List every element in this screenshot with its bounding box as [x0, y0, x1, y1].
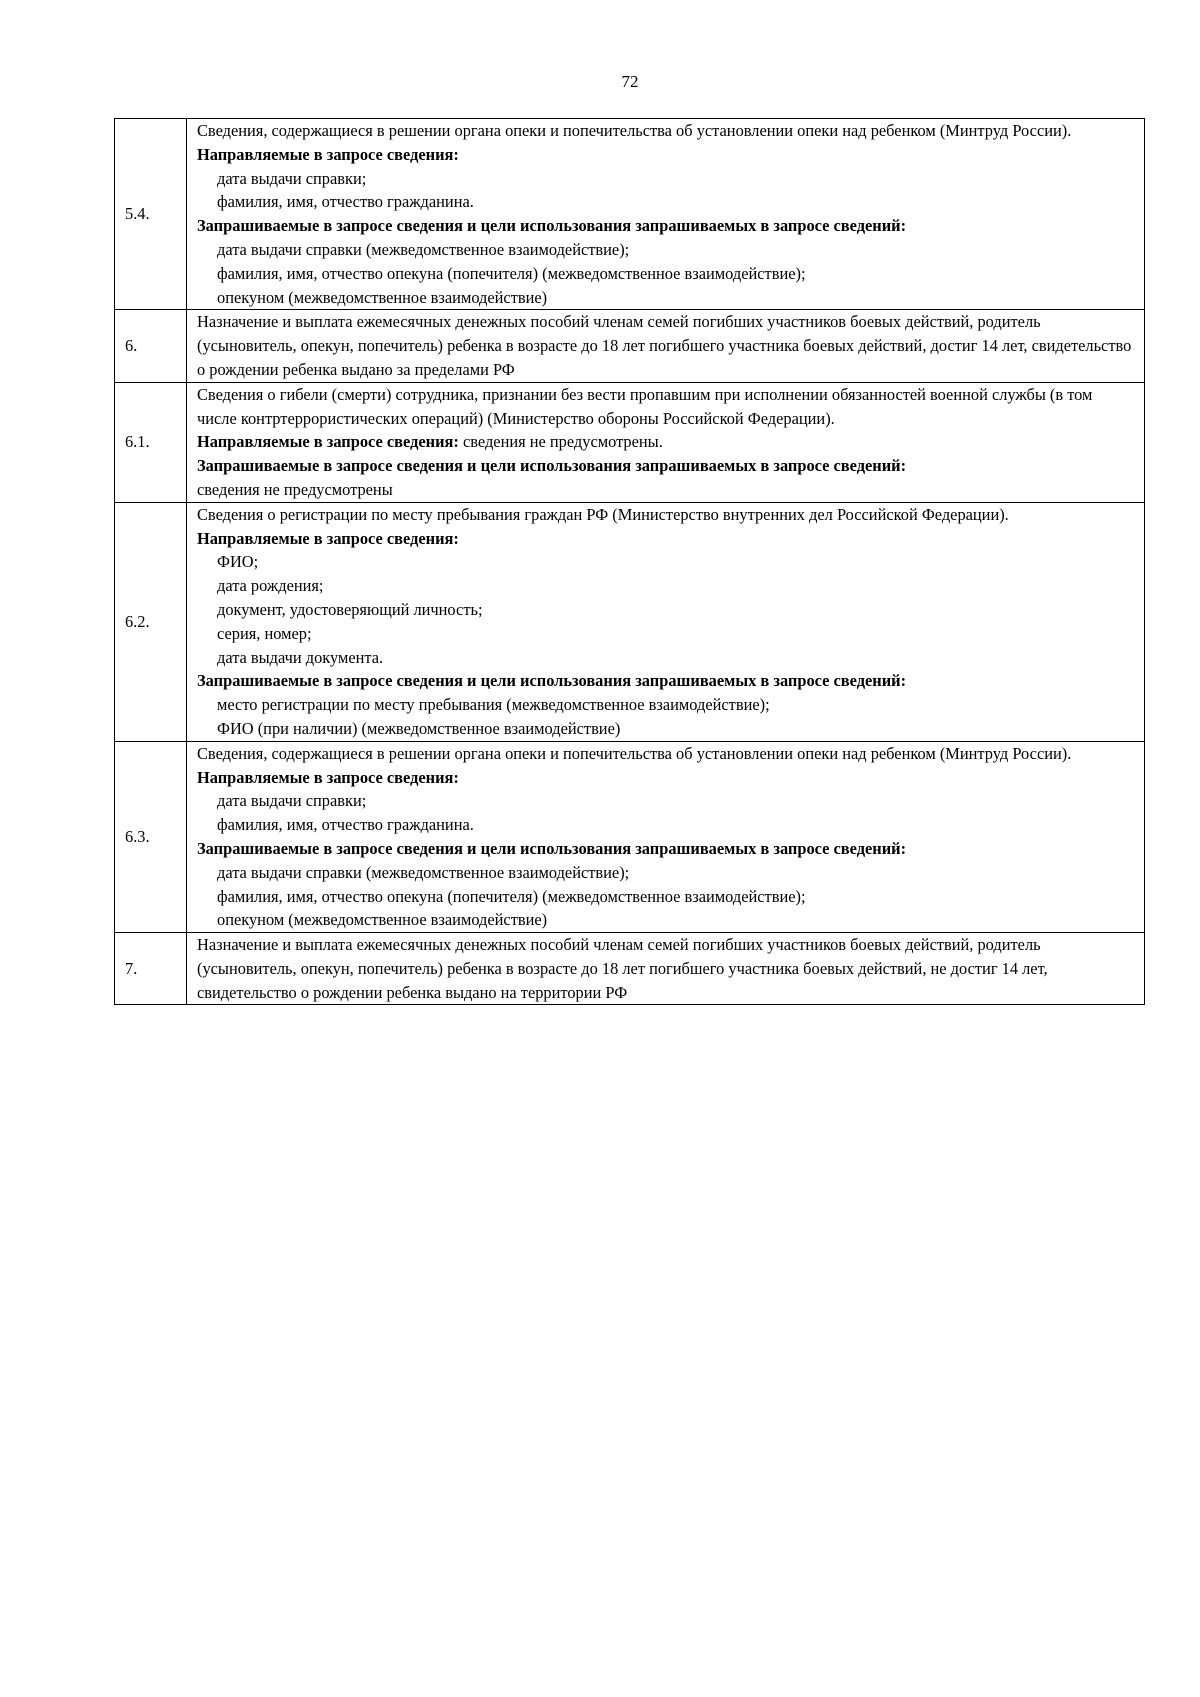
- requested-heading: Запрашиваемые в запросе сведения и цели использования запрашиваемых в запросе сведений:: [197, 456, 907, 476]
- row-text: Назначение и выплата ежемесячных денежных пособий членам семей погибших участников боевых действий, родитель (усыновитель, опекун, попечитель) ребенка в возрасте до 18 лет погибшего участника боевых действий, не достиг 14 лет, свидетельство о рождении ребенка выдано на территории РФ: [197, 935, 1048, 1002]
- requested-item: дата выдачи справки (межведомственное взаимодействие);: [217, 862, 630, 882]
- requested-item: фамилия, имя, отчество опекуна (попечителя) (межведомственное взаимодействие);: [217, 263, 806, 283]
- sent-item: серия, номер;: [217, 623, 312, 643]
- row-content: [187, 310, 1145, 382]
- sent-item: дата рождения;: [217, 576, 324, 596]
- row-content: [187, 502, 1145, 741]
- row-intro: Сведения, содержащиеся в решении органа опеки и попечительства об установлении опеки над ребенком (Минтруд России).: [197, 121, 1072, 140]
- table-row-7: [115, 933, 1145, 1005]
- requested-heading: Запрашиваемые в запросе сведения и цели использования запрашиваемых в запросе сведений:: [197, 838, 907, 858]
- sent-item: дата выдачи документа.: [217, 647, 384, 667]
- sent-item: ФИО;: [217, 552, 259, 572]
- table-row-6-2: [115, 502, 1145, 741]
- sent-heading: Направляемые в запросе сведения:: [197, 144, 459, 164]
- sent-item: дата выдачи справки;: [217, 168, 367, 188]
- sent-item: документ, удостоверяющий личность;: [217, 599, 483, 619]
- row-number: 7.: [115, 933, 187, 1005]
- requested-item: фамилия, имя, отчество опекуна (попечителя) (межведомственное взаимодействие);: [217, 886, 806, 906]
- requested-heading: Запрашиваемые в запросе сведения и цели использования запрашиваемых в запросе сведений:: [197, 216, 907, 236]
- requested-heading: Запрашиваемые в запросе сведения и цели использования запрашиваемых в запросе сведений:: [197, 671, 907, 691]
- row-text: Назначение и выплата ежемесячных денежных пособий членам семей погибших участников боевых действий, родитель (усыновитель, опекун, попечитель) ребенка в возрасте до 18 лет погибшего участника боевых действий, достиг 14 лет, свидетельство о рождении ребенка выдано за пределами РФ: [197, 312, 1132, 379]
- sent-heading: Направляемые в запросе сведения:: [197, 767, 459, 787]
- sent-inline: сведения не предусмотрены.: [458, 432, 663, 452]
- row-intro: Сведения о регистрации по месту пребывания граждан РФ (Министерство внутренних дел Российской Федерации).: [197, 504, 1009, 524]
- sent-heading: Направляемые в запросе сведения:: [197, 432, 459, 452]
- row-intro: Сведения, содержащиеся в решении органа опеки и попечительства об установлении опеки над ребенком (Минтруд России).: [197, 743, 1072, 763]
- table-row-6-3: [115, 741, 1145, 932]
- table-row-5-4: [115, 119, 1145, 310]
- sent-item: дата выдачи справки;: [217, 791, 367, 811]
- row-content: [187, 119, 1145, 310]
- sent-line: [197, 430, 1134, 454]
- requested-item: ФИО (при наличии) (межведомственное взаимодействие): [217, 718, 621, 738]
- requested-item: дата выдачи справки (межведомственное взаимодействие);: [217, 239, 630, 259]
- sent-heading: Направляемые в запросе сведения:: [197, 528, 459, 548]
- table-row-6-1: [115, 382, 1145, 502]
- services-table: [114, 118, 1145, 1005]
- requested-item: опекуном (межведомственное взаимодействие): [217, 287, 548, 307]
- requested-item: опекуном (межведомственное взаимодействие): [217, 910, 548, 930]
- sent-item: фамилия, имя, отчество гражданина.: [217, 815, 474, 835]
- row-intro: Сведения о гибели (смерти) сотрудника, признании без вести пропавшим при исполнении обязанностей военной службы (в том числе контртеррористических операций) (Министерство обороны Российской Федерации).: [197, 384, 1093, 428]
- requested-item: место регистрации по месту пребывания (межведомственное взаимодействие);: [217, 695, 770, 715]
- row-number: 6.2.: [115, 502, 187, 741]
- row-content: [187, 741, 1145, 932]
- row-number: 6.3.: [115, 741, 187, 932]
- row-number: 5.4.: [115, 119, 187, 310]
- row-content: [187, 933, 1145, 1005]
- sent-item: фамилия, имя, отчество гражданина.: [217, 192, 474, 212]
- row-content: [187, 382, 1145, 502]
- page-number: 72: [621, 72, 639, 91]
- row-number: 6.1.: [115, 382, 187, 502]
- row-number: 6.: [115, 310, 187, 382]
- table-row-6: [115, 310, 1145, 382]
- requested-plain: сведения не предусмотрены: [197, 479, 393, 499]
